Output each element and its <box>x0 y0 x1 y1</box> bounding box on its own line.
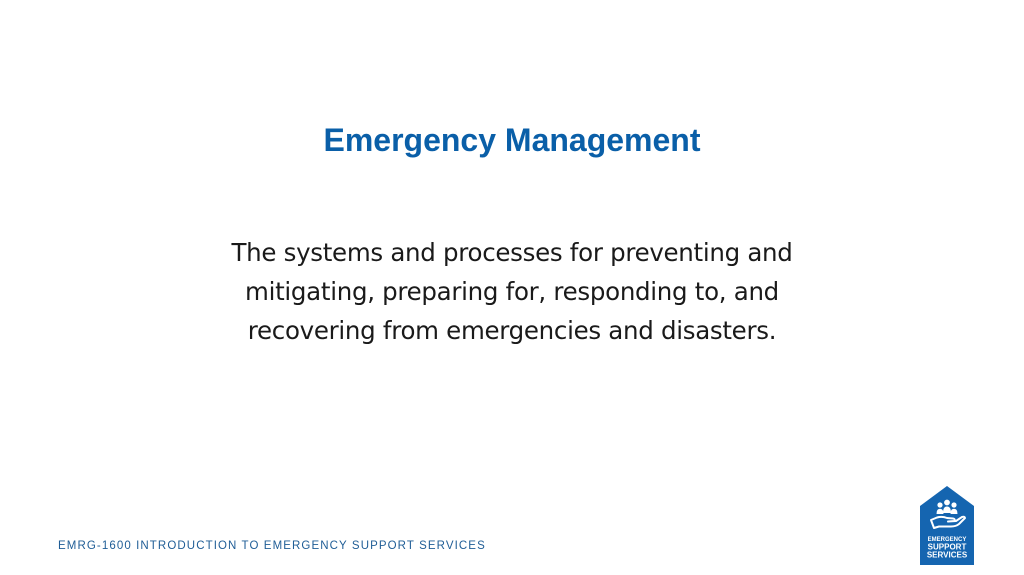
definition-text: The systems and processes for preventing and mitigating, preparing for, responding to, and recovering from emergencies and disasters. <box>231 238 793 345</box>
logo-line-support: SUPPORT <box>927 542 967 552</box>
logo-line-emergency: EMERGENCY <box>927 537 967 543</box>
logo-line-services: SERVICES <box>926 550 968 560</box>
emergency-support-services-logo <box>920 486 974 565</box>
course-footer: EMRG-1600 INTRODUCTION TO EMERGENCY SUPPORT SERVICES <box>58 540 486 552</box>
slide-title: Emergency Management <box>323 122 701 158</box>
